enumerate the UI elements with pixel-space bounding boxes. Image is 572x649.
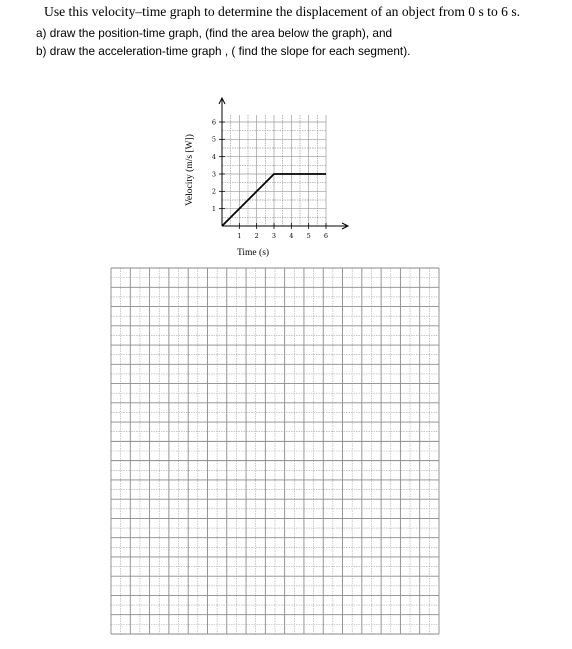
y-tick-label: 6 <box>211 118 216 127</box>
question-part-b: b) draw the acceleration-time graph , ( find the slope for each segment). <box>36 44 411 58</box>
y-tick-label: 4 <box>211 152 216 161</box>
y-tick-label: 3 <box>211 170 216 179</box>
x-axis-label: Time (s) <box>236 248 270 258</box>
velocity-time-graph <box>175 92 360 264</box>
y-tick-label: 5 <box>211 135 216 144</box>
y-tick-label: 1 <box>211 204 216 213</box>
answer-grid-lines <box>111 268 439 634</box>
x-tick-label: 3 <box>271 232 277 240</box>
blank-answer-grid <box>109 266 441 636</box>
x-tick-label: 6 <box>323 232 329 240</box>
y-axis-label: Velocity (m/s [W]) <box>185 134 195 206</box>
question-title: Use this velocity–time graph to determine the displacement of an object from 0 s to 6 s. <box>44 4 521 19</box>
x-tick-label: 2 <box>254 232 259 240</box>
x-tick-label: 4 <box>289 232 294 240</box>
x-tick-label: 5 <box>306 232 311 240</box>
x-tick-label: 1 <box>237 232 242 240</box>
y-tick-label: 2 <box>211 187 216 196</box>
question-part-a: a) draw the position-time graph, (find the area below the graph), and <box>36 26 393 40</box>
